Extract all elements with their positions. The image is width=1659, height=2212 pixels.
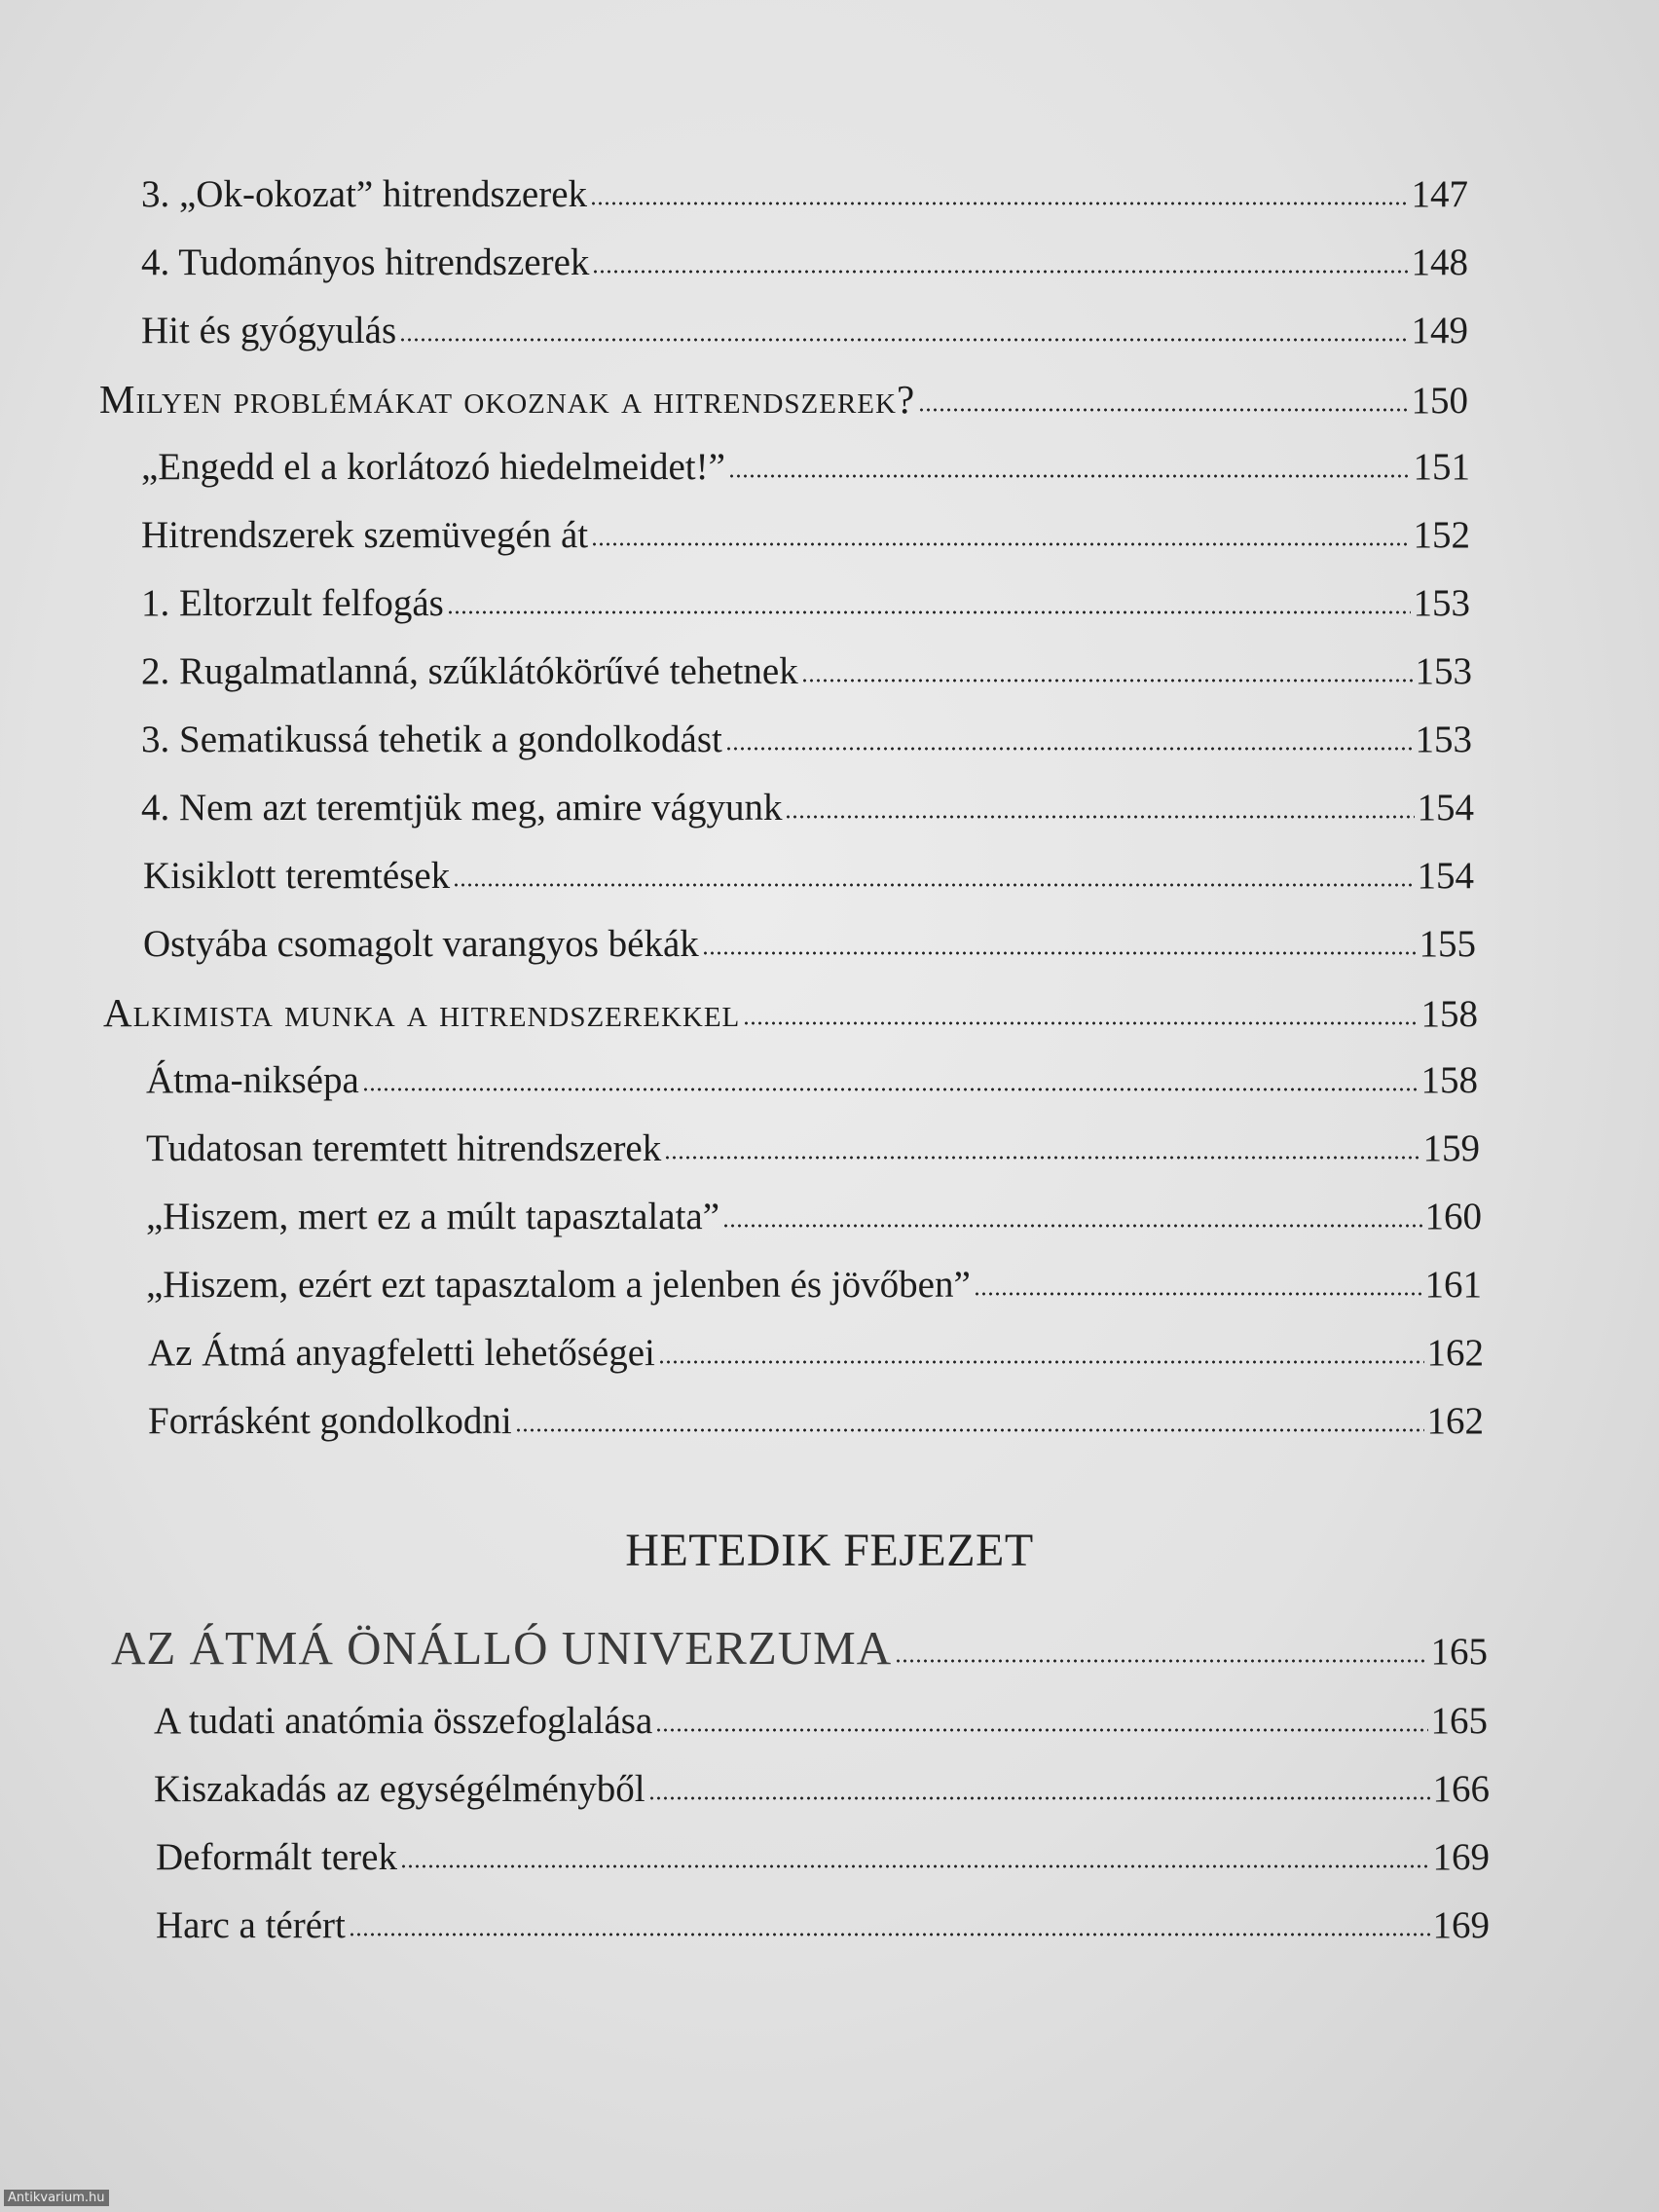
toc-entry-title: 3. „Ok-okozat” hitrendszerek [141,173,588,215]
toc-entry [141,443,1470,492]
toc-entry-title: Átma-niksépa [146,1059,359,1101]
toc-entry-title: Tudatosan teremtett hitrendszerek [146,1127,662,1169]
dot-leader [447,610,1411,614]
toc-entry [148,1329,1484,1378]
dot-leader [702,951,1417,955]
toc-entry-title: 2. Rugalmatlanná, szűklátókörűvé tehetnek [141,650,798,692]
dot-leader [743,1021,1418,1025]
watermark: Antikvarium.hu [4,2190,109,2206]
chapter-heading: HETEDIK FEJEZET [625,1525,1034,1576]
dot-leader [801,679,1413,682]
toc-page-number: 151 [1413,446,1470,488]
dot-leader [655,1728,1427,1732]
toc-entry [141,511,1470,560]
toc-page-number: 162 [1426,1332,1484,1374]
toc-entry-title: Milyen problémákat okoznak a hitrendszerek? [99,377,916,422]
toc-entry-title: Deformált terek [156,1836,397,1878]
dot-leader [590,202,1408,205]
toc-entry-title: Kiszakadás az egységélményből [154,1768,645,1810]
toc-entry-title: Hitrendszerek szemüvegén át [141,514,589,556]
dot-leader [400,1864,1430,1868]
toc-entry [146,1056,1478,1105]
dot-leader [785,815,1414,819]
toc-page-number: 153 [1413,582,1470,624]
toc-entry-title: Alkimista munka a hitrendszerekkel [103,990,741,1035]
toc-entry-title: Ostyába csomagolt varangyos békák [143,923,699,965]
toc-entry-title: Hit és gyógyulás [141,310,397,351]
toc-entry [141,579,1470,628]
toc-page-number: 158 [1420,993,1478,1035]
toc-page-number: 155 [1419,923,1476,965]
toc-page-number: 165 [1430,1700,1488,1742]
toc-entry [141,170,1468,219]
toc-entry-title: Harc a térért [156,1904,346,1946]
toc-entry-title: Kisiklott teremtések [143,855,451,897]
dot-leader [728,474,1411,478]
toc-entry-title: „Hiszem, ezért ezt tapasztalom a jelenben és jövőben” [146,1264,971,1306]
toc-entry [141,647,1472,696]
dot-leader [453,883,1414,887]
toc-page-number: 152 [1413,514,1470,556]
toc-entry [156,1833,1490,1882]
toc-entry-title: Forrásként gondolkodni [148,1400,512,1442]
toc-page-number: 154 [1417,787,1474,829]
toc-page-number: 147 [1411,173,1468,215]
dot-leader [722,1224,1421,1228]
dot-leader [399,338,1408,342]
toc-entry [103,988,1478,1039]
dot-leader [515,1428,1424,1432]
dot-leader [664,1156,1419,1160]
dot-leader [362,1088,1419,1091]
toc-entry-title: 4. Tudományos hitrendszerek [141,241,590,283]
toc-entry [146,1193,1482,1241]
toc-page-number: 165 [1430,1631,1488,1673]
dot-leader [918,408,1408,412]
dot-leader [592,270,1408,274]
toc-page-number: 160 [1424,1196,1482,1237]
toc-entry [141,307,1468,355]
toc-entry [143,852,1474,901]
toc-entry [146,1124,1480,1173]
toc-entry [154,1697,1488,1746]
toc-entry-title: „Engedd el a korlátozó hiedelmeidet!” [141,446,725,488]
toc-page-number: 158 [1420,1059,1478,1101]
toc-page-number: 169 [1432,1904,1490,1946]
toc-entry [156,1901,1490,1950]
dot-leader [974,1292,1422,1296]
toc-entry-title: AZ ÁTMÁ ÖNÁLLÓ UNIVERZUMA [111,1621,893,1675]
toc-page-number: 154 [1417,855,1474,897]
toc-entry [143,920,1476,969]
toc-entry-title: 4. Nem azt teremtjük meg, amire vágyunk [141,787,783,829]
toc-entry-title: A tudati anatómia összefoglalása [154,1700,653,1742]
toc-entry [146,1261,1482,1309]
toc-entry [141,716,1472,764]
dot-leader [895,1659,1427,1663]
toc-page-number: 153 [1415,719,1472,760]
dot-leader [349,1933,1430,1936]
toc-page-number: 148 [1411,241,1468,283]
toc-page-number: 149 [1411,310,1468,351]
toc-entry [154,1765,1490,1814]
toc-page-number: 161 [1424,1264,1482,1306]
toc-page-number: 150 [1411,380,1468,422]
toc-entry [99,375,1468,425]
toc-entry [141,239,1468,287]
toc-entry-title: „Hiszem, mert ez a múlt tapasztalata” [146,1196,720,1237]
toc-entry-title: 3. Sematikussá tehetik a gondolkodást [141,719,722,760]
toc-entry [148,1397,1484,1446]
toc-entry [141,784,1474,832]
dot-leader [658,1360,1424,1364]
toc-entry-title: 1. Eltorzult felfogás [141,582,444,624]
dot-leader [591,542,1410,546]
toc-entry [111,1621,1488,1677]
toc-page-number: 166 [1432,1768,1490,1810]
dot-leader [648,1796,1430,1800]
toc-page-number: 169 [1432,1836,1490,1878]
toc-page-number: 162 [1426,1400,1484,1442]
toc-entry-title: Az Átmá anyagfeletti lehetőségei [148,1332,655,1374]
toc-page-number: 159 [1422,1127,1480,1169]
dot-leader [725,747,1413,751]
toc-page-number: 153 [1415,650,1472,692]
